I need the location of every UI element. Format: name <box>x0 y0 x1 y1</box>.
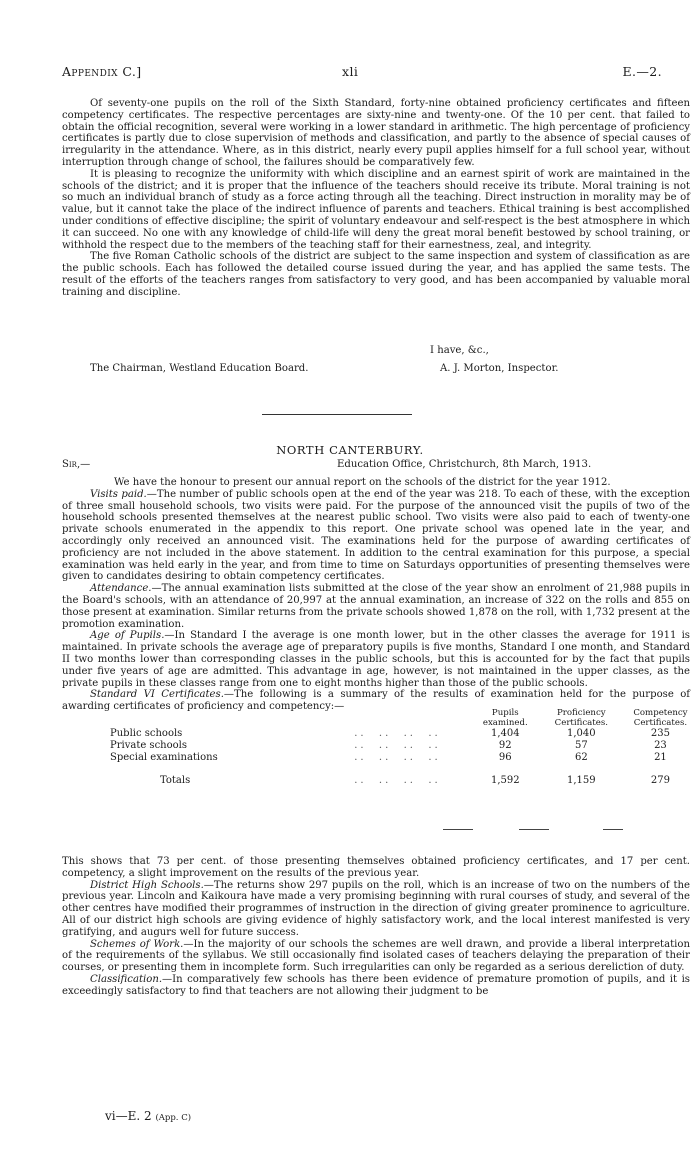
section-title: NORTH CANTERBURY. <box>276 443 424 457</box>
cell-pupils: 92 <box>498 739 512 751</box>
addressee: The Chairman, Westland Education Board. <box>90 363 309 374</box>
section-heading: Classification. <box>90 973 163 985</box>
section-text: —The returns show 297 pupils on the roll, which is an increase of two on the numbers of the previous year. Lincoln and Kaikoura have made a very promising beginning with rural courses of study, and several of the other centres have modified their programmes of instruction in the direction of giving greater prominence to agriculture. All of our district high schools are giving evidence of highly satisfactory work, and the local interest manifested is very gratifying, and augurs well for future success. <box>62 879 690 938</box>
section-visits <box>62 489 690 583</box>
total-proficiency: 1,159 <box>567 775 596 787</box>
cell-pupils: 96 <box>498 751 512 763</box>
westland-paragraph-2: It is pleasing to recognize the uniformity with which discipline and an earnest spirit of work are maintained in the schools of the district; and it is proper that the influence of the teachers should receive its tribute. Moral training is not so much an individual branch of study as a force acting through all the teaching. Direct instruction in morality may be of value, but it cannot take the place of the indirect influence of parents and teachers. Ethical training is best accomplished under conditions of effective discipline; the spirit of voluntary endeavour and self-respect is the best atmosphere in which it can succeed. No one with any knowledge of child-life will deny the great moral benefit bestowed by school training, or withhold the respect due to the members of the teaching staff for their earnestness, zeal, and integrity. <box>62 168 690 251</box>
section-text: —The following is a summary of the results of examination held for the purpose of awarding certificates of proficiency and competency:— <box>62 689 691 713</box>
section-text: —In Standard I the average is one month lower, but in the other classes the average for 1911 is maintained. In private schools the average age of preparatory pupils is five months, Standard I one month, and Standard II two months lower than corresponding classes in the public schools, but this is accounted for by the fact that pupils under five years of age are admitted. This advantage in age, however, is not maintained in the upper classes, as the private pupils in these classes range from one to eight months higher than those of the public schools. <box>62 630 690 689</box>
section-heading: Visits paid. <box>90 488 147 500</box>
col-header-proficiency: Proficiency Certificates. <box>554 708 608 728</box>
section-heading: District High Schools. <box>90 879 204 891</box>
section-text: —The number of public schools open at the end of the year was 218. To each of these, with the exception of three small household schools, two visits were paid. For the purpose of the announced visit the pupils of two of the household schools presented themselves at the nearest public school. Two visits were also paid to each of twenty-one private schools enumerated in the appendix to this report. One private school was opened late in the year, and accordingly only received an announced visit. The examinations held for the purpose of awarding certificates of proficiency are not included in the above statement. In addition to the central examination for this purpose, a special examination was held early in the year, and from time to time on Saturdays opportunities of presenting themselves were given to candidates desiring to obtain competency certificates. <box>62 488 690 583</box>
north-canterbury-body-continued <box>62 856 690 998</box>
westland-report-body <box>62 98 690 299</box>
table-totals-row: Totals .. .. .. .. 1,592 1,159 279 <box>110 763 700 787</box>
closing-salutation: I have, &c., <box>430 345 489 356</box>
westland-paragraph-1: Of seventy-one pupils on the roll of the Sixth Standard, forty-nine obtained proficiency certificates and fifteen competency certificates. The respective percentages are sixty-nine and twenty-one. Of the 10 per cent. that failed to obtain the official recognition, several were working in a lower standard in arithmetic. The high percentage of proficiency certificates is partly due to close supervision of methods and classification, and partly to the absence of special causes of irregularity in the attendance. Where, as in this district, nearly every pupil applies himself for a full school year, without interruption through change of school, the failures should be comparatively few. <box>62 98 690 168</box>
cell-proficiency: 1,040 <box>567 728 596 739</box>
inspector-signature: A. J. Morton, Inspector. <box>440 363 559 374</box>
row-label: Private schools <box>110 739 187 751</box>
section-text: —The annual examination lists submitted at the close of the year show an enrolment of 21,988 pupils in the Board's schools, with an attendance of 20,997 at the annual examination, an increase of 322 on the rolls and 855 on those present at examination. Similar returns from the private schools showed 1,878 on the roll, with 1,732 present at the promotion examination. <box>62 583 690 630</box>
section-district-high-schools <box>62 880 690 939</box>
appendix-note: (App. C) <box>155 1113 192 1123</box>
salutation: Sir,— <box>62 459 91 470</box>
cell-proficiency: 62 <box>574 751 588 763</box>
header-appendix: Appendix C.] <box>62 64 142 79</box>
header-page-number: xli <box>342 64 359 79</box>
sum-rule-pupils <box>443 829 473 830</box>
section-heading: Age of Pupils. <box>90 630 165 642</box>
north-canterbury-body <box>62 477 690 713</box>
signature-mark: vi—E. 2 <box>105 1109 152 1123</box>
dateline: Education Office, Christchurch, 8th March, 1913. <box>337 459 592 470</box>
table-row: Private schools .. .. .. .. 92 57 23 <box>110 740 700 752</box>
section-attendance <box>62 583 690 630</box>
section-classification <box>62 974 690 998</box>
certificates-summary-table <box>110 709 700 787</box>
table-row: Special examinations .. .. .. .. 96 62 21 <box>110 752 700 764</box>
col-header-pupils: Pupils examined. <box>482 708 528 728</box>
header-paper-code: E.—2. <box>622 64 662 79</box>
totals-label: Totals <box>160 775 191 787</box>
section-divider <box>262 414 412 415</box>
cell-competency: 235 <box>650 728 670 739</box>
section-heading: Standard VI Certificates. <box>90 689 224 701</box>
printer-signature-mark <box>105 1109 191 1123</box>
total-pupils: 1,592 <box>490 775 520 787</box>
section-heading: Schemes of Work. <box>90 938 184 950</box>
table-header-row <box>110 709 700 728</box>
total-competency: 279 <box>650 775 670 787</box>
cell-proficiency: 57 <box>574 739 588 751</box>
section-age-of-pupils <box>62 630 690 689</box>
row-label: Public schools <box>110 728 183 739</box>
section-heading: Attendance. <box>90 583 152 595</box>
col-header-competency: Competency Certificates. <box>633 708 688 728</box>
section-schemes-of-work <box>62 939 690 974</box>
cell-competency: 21 <box>654 751 667 763</box>
section-text: —In comparatively few schools has there been evidence of premature promotion of pupils, and it is exceedingly satisfactory to find that teachers are not allowing their judgment to be <box>62 973 690 997</box>
signature-line <box>62 363 690 376</box>
sum-rule-proficiency <box>519 829 549 830</box>
after-table-paragraph: This shows that 73 per cent. of those presenting themselves obtained proficiency certificates, and 17 per cent. competency, a slight improvement on the results of the previous year. <box>62 856 690 879</box>
westland-paragraph-3: The five Roman Catholic schools of the district are subject to the same inspection and system of classification as are the public schools. Each has followed the detailed course issued during the year, and has applied the same tests. The result of the efforts of the teachers ranges from satisfactory to very good, and has been accompanied by valuable moral training and discipline. <box>62 251 690 298</box>
section-text: —In the majority of our schools the schemes are well drawn, and provide a liberal interpretation of the requirements of the syllabus. We still occasionally find isolated cases of teachers delaying the preparation of their courses, or presenting them in incomplete form. Such irregularities can only be regarded as a serious dereliction of duty. <box>62 938 690 974</box>
running-header <box>62 64 662 80</box>
sum-rule-competency <box>603 829 623 830</box>
intro-paragraph: We have the honour to present our annual report on the schools of the district for the year 1912. <box>114 477 611 488</box>
table-row: Public schools .. .. .. .. 1,404 1,040 235 <box>110 728 700 740</box>
cell-competency: 23 <box>654 739 667 751</box>
row-label: Special examinations <box>110 751 218 763</box>
cell-pupils: 1,404 <box>490 728 520 739</box>
